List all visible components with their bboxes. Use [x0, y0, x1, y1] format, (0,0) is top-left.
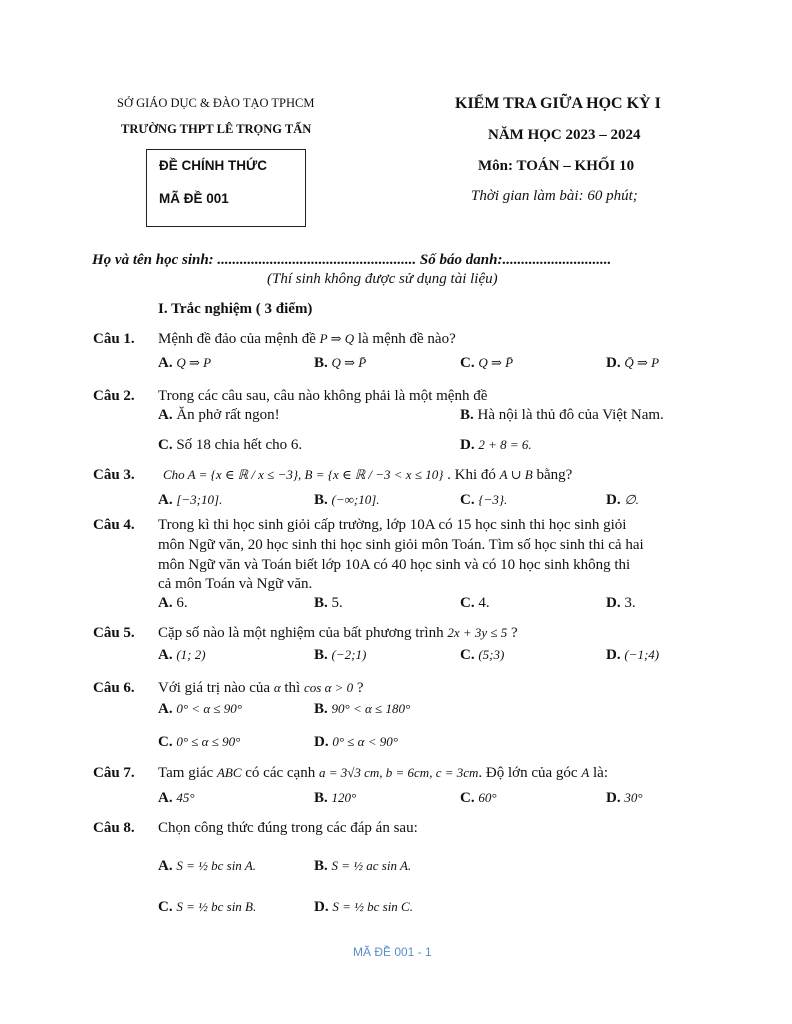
q8-option-a: A. S = ½ bc sin A. [158, 858, 257, 874]
section-title: I. Trắc nghiệm ( 3 điểm) [158, 301, 313, 317]
page-footer: MÃ ĐỀ 001 - 1 [353, 945, 432, 959]
question-2-text: Trong các câu sau, câu nào không phải là một mệnh đề [158, 388, 488, 404]
department-name: SỞ GIÁO DỤC & ĐÀO TẠO TPHCM [117, 96, 315, 110]
question-4-line-2: môn Ngữ văn, 20 học sinh thi học sinh giỏi môn Toán. Tìm số học sinh thi cả hai [158, 537, 644, 553]
q7-option-d: D. 30° [606, 790, 643, 806]
q5-option-d: D. (−1;4) [606, 647, 660, 663]
question-4-line-3: môn Ngữ văn và Toán biết lớp 10A có 40 học sinh và có 10 học sinh không thi [158, 557, 631, 573]
question-4-label: Câu 4. [93, 517, 135, 533]
q5-option-c: C. (5;3) [460, 647, 505, 663]
school-year: NĂM HỌC 2023 – 2024 [488, 127, 641, 143]
exam-title: KIỂM TRA GIỮA HỌC KỲ I [455, 95, 661, 112]
question-6-label: Câu 6. [93, 680, 135, 696]
question-1-text: Mệnh đề đảo của mệnh đề P ⇒ Q là mệnh đề nào? [158, 331, 456, 347]
q5-option-a: A. (1; 2) [158, 647, 206, 663]
subject: Môn: TOÁN – KHỐI 10 [478, 158, 635, 174]
q2-option-b: B. Hà nội là thủ đô của Việt Nam. [460, 407, 664, 423]
q1-option-b: B. Q ⇒ P̄ [314, 355, 367, 371]
q1-option-a: A. Q ⇒ P [158, 355, 212, 371]
no-materials-note: (Thí sinh không được sử dụng tài liệu) [267, 271, 498, 287]
q4-option-a: A. 6. [158, 595, 188, 611]
student-info-line: Họ và tên học sinh: ..................................................... Số báo danh:............................. [92, 252, 612, 268]
exam-code: MÃ ĐỀ 001 [159, 191, 229, 206]
q3-option-a: A. [−3;10]. [158, 492, 223, 508]
q6-option-d: D. 0° ≤ α < 90° [314, 734, 398, 750]
q7-option-a: A. 45° [158, 790, 195, 806]
q3-option-b: B. (−∞;10]. [314, 492, 380, 508]
q6-option-c: C. 0° ≤ α ≤ 90° [158, 734, 241, 750]
question-4-line-4: cả môn Toán và Ngữ văn. [158, 576, 313, 592]
q7-option-b: B. 120° [314, 790, 357, 806]
question-5-label: Câu 5. [93, 625, 135, 641]
question-3-label: Câu 3. [93, 467, 135, 483]
question-1-label: Câu 1. [93, 331, 135, 347]
school-name: TRƯỜNG THPT LÊ TRỌNG TẤN [121, 122, 312, 136]
question-3-text: Cho A = {x ∈ ℝ / x ≤ −3}, B = {x ∈ ℝ / −3 < x ≤ 10} . Khi đó A ∪ B bằng? [163, 467, 573, 483]
q2-option-d: D. 2 + 8 = 6. [460, 437, 532, 453]
q1-option-c: C. Q ⇒ P̄ [460, 355, 514, 371]
q4-option-d: D. 3. [606, 595, 636, 611]
duration: Thời gian làm bài: 60 phút; [471, 188, 638, 204]
q7-option-c: C. 60° [460, 790, 497, 806]
q6-option-a: A. 0° < α ≤ 90° [158, 701, 242, 717]
q2-option-a: A. Ăn phở rất ngon! [158, 407, 280, 423]
q4-option-b: B. 5. [314, 595, 343, 611]
question-8-text: Chọn công thức đúng trong các đáp án sau: [158, 820, 418, 836]
q8-option-b: B. S = ½ ac sin A. [314, 858, 412, 874]
q1-option-d: D. Q̄ ⇒ P [606, 355, 660, 371]
q4-option-c: C. 4. [460, 595, 490, 611]
q6-option-b: B. 90° < α ≤ 180° [314, 701, 411, 717]
q2-option-c: C. Số 18 chia hết cho 6. [158, 437, 303, 453]
question-6-text: Với giá trị nào của α thì cos α > 0 ? [158, 680, 364, 696]
q3-option-c: C. {−3}. [460, 492, 508, 508]
official-label: ĐỀ CHÍNH THỨC [159, 158, 267, 173]
question-4-line-1: Trong kì thi học sinh giỏi cấp trường, lớp 10A có 15 học sinh thi học sinh giỏi [158, 517, 627, 533]
question-5-text: Cặp số nào là một nghiệm của bất phương trình 2x + 3y ≤ 5 ? [158, 625, 518, 641]
question-8-label: Câu 8. [93, 820, 135, 836]
q5-option-b: B. (−2;1) [314, 647, 367, 663]
question-7-text: Tam giác ABC có các cạnh a = 3√3 cm, b = 6cm, c = 3cm. Độ lớn của góc A là: [158, 765, 609, 781]
question-2-label: Câu 2. [93, 388, 135, 404]
q8-option-c: C. S = ½ bc sin B. [158, 899, 257, 915]
q8-option-d: D. S = ½ bc sin C. [314, 899, 413, 915]
q3-option-d: D. ∅. [606, 492, 639, 508]
question-7-label: Câu 7. [93, 765, 135, 781]
